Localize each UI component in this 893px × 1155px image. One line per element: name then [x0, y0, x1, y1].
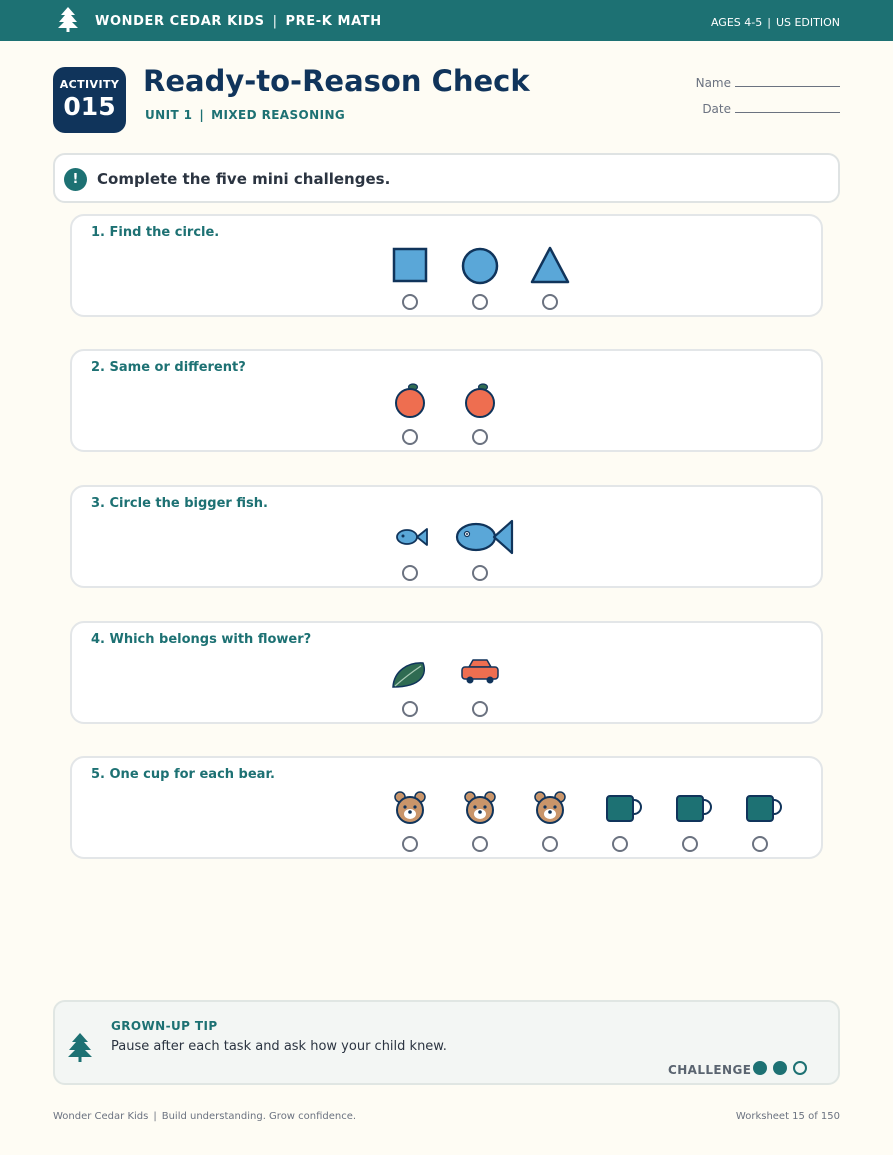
name-line[interactable] [735, 86, 840, 87]
car-icon [460, 657, 500, 687]
question-text: 3. Circle the bigger fish. [91, 496, 268, 511]
instruction-banner [53, 153, 840, 203]
date-line[interactable] [735, 112, 840, 113]
question-card-5 [70, 756, 823, 859]
subject-name: PRE-K MATH [285, 14, 382, 29]
activity-number: 015 [63, 92, 116, 121]
answer-radio-bear-2[interactable] [472, 836, 488, 852]
question-card-4 [70, 621, 823, 724]
answer-radio-big-fish[interactable] [472, 565, 488, 581]
question-text: 1. Find the circle. [91, 225, 220, 240]
question-card-3 [70, 485, 823, 588]
name-label: Name [695, 76, 731, 90]
name-field[interactable] [696, 76, 840, 90]
question-text: 5. One cup for each bear. [91, 767, 275, 782]
answer-radio-same[interactable] [402, 429, 418, 445]
challenge-level-dot [773, 1061, 787, 1075]
footer-page-number: Worksheet 15 of 150 [735, 1111, 840, 1122]
top-banner [0, 0, 893, 41]
answer-radio-cup-3[interactable] [752, 836, 768, 852]
footer-brand: Wonder Cedar Kids [53, 1111, 149, 1122]
cup-icon [744, 794, 784, 824]
answer-radio-bear-1[interactable] [402, 836, 418, 852]
date-label: Date [702, 102, 731, 116]
instruction-text: Complete the five mini challenges. [97, 170, 391, 188]
leaf-icon [390, 659, 430, 691]
bear-icon [392, 790, 428, 826]
challenge-level-dot [753, 1061, 767, 1075]
date-field[interactable] [702, 102, 840, 116]
question-text: 2. Same or different? [91, 360, 246, 375]
answer-radio-cup-2[interactable] [682, 836, 698, 852]
orange-icon [393, 381, 427, 419]
grown-up-tip-box [53, 1000, 840, 1085]
tip-heading: GROWN-UP TIP [111, 1019, 218, 1033]
bear-icon [462, 790, 498, 826]
question-card-1 [70, 214, 823, 317]
orange-icon [463, 381, 497, 419]
triangle-icon [529, 245, 571, 285]
page-subtitle: UNIT 1 | MIXED REASONING [145, 108, 346, 122]
answer-radio-square[interactable] [402, 294, 418, 310]
activity-label: ACTIVITY [59, 78, 120, 91]
footer-motto: Build understanding. Grow confidence. [161, 1111, 357, 1122]
edition-info: AGES 4-5 | US EDITION [710, 16, 840, 29]
question-card-2 [70, 349, 823, 452]
cedar-tree-icon [67, 1032, 93, 1062]
answer-radio-circle[interactable] [472, 294, 488, 310]
page-title: Ready-to-Reason Check [143, 64, 530, 98]
big-fish-icon [454, 517, 516, 557]
brand-name: WONDER CEDAR KIDS [95, 14, 265, 29]
age-range: AGES 4-5 [710, 16, 763, 29]
small-fish-icon [394, 526, 430, 548]
cedar-tree-icon [57, 6, 79, 32]
activity-badge [53, 67, 126, 133]
tip-text: Pause after each task and ask how your child knew. [111, 1039, 447, 1054]
cup-icon [674, 794, 714, 824]
answer-radio-bear-3[interactable] [542, 836, 558, 852]
edition-label: US EDITION [775, 16, 840, 29]
unit-label: UNIT 1 [145, 108, 193, 122]
answer-radio-triangle[interactable] [542, 294, 558, 310]
challenge-label: CHALLENGE [668, 1063, 752, 1077]
bear-icon [532, 790, 568, 826]
challenge-level-dot [793, 1061, 807, 1075]
topic-label: MIXED REASONING [211, 108, 346, 122]
square-icon [392, 247, 428, 283]
footer-left: Wonder Cedar Kids | Build understanding. Grow confidence. [53, 1111, 357, 1122]
answer-radio-different[interactable] [472, 429, 488, 445]
alert-icon: ! [64, 168, 87, 191]
answer-radio-small-fish[interactable] [402, 565, 418, 581]
answer-radio-cup-1[interactable] [612, 836, 628, 852]
question-text: 4. Which belongs with flower? [91, 632, 312, 647]
answer-radio-car[interactable] [472, 701, 488, 717]
circle-icon [461, 247, 499, 285]
cup-icon [604, 794, 644, 824]
answer-radio-leaf[interactable] [402, 701, 418, 717]
brand-title: WONDER CEDAR KIDS | PRE-K MATH [95, 14, 382, 29]
